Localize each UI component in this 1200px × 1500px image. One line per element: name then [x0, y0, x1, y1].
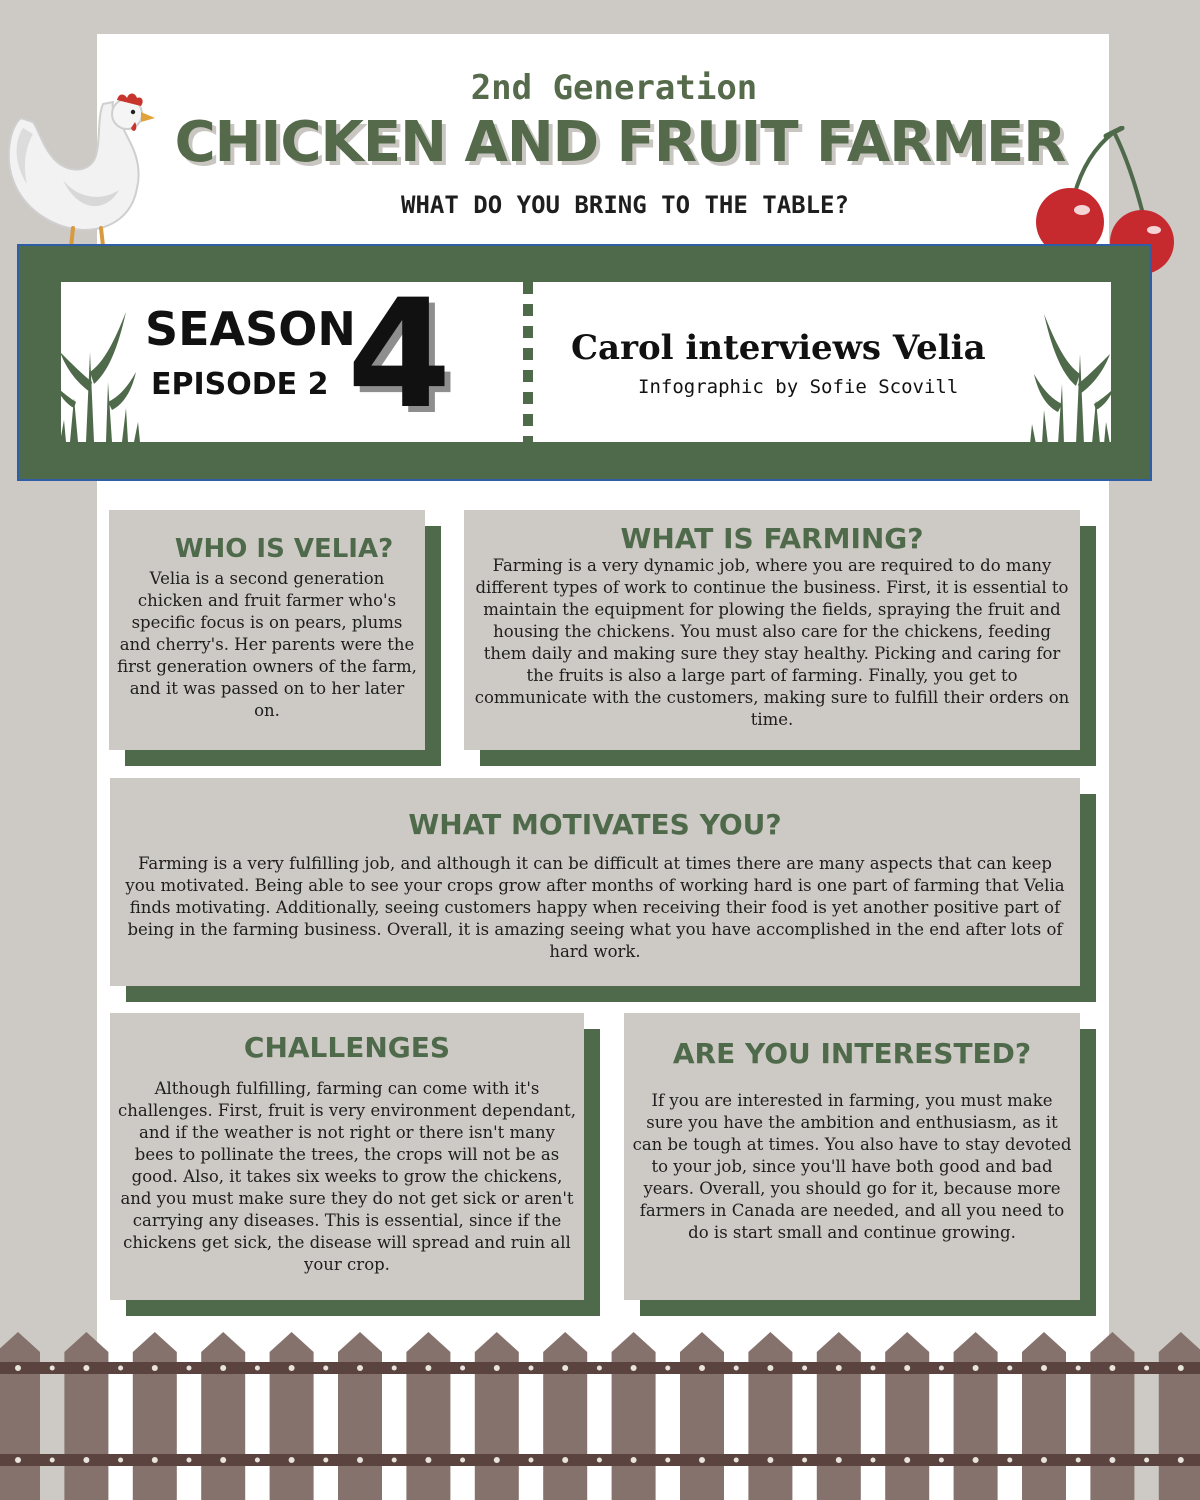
fence-picket: [543, 1332, 587, 1500]
fence-nail: [1144, 1366, 1149, 1371]
fence-nail: [118, 1458, 123, 1463]
fence-picket: [1090, 1332, 1134, 1500]
fence-nail: [425, 1457, 431, 1463]
grass-icon: [1024, 314, 1114, 444]
fence-picket: [201, 1332, 245, 1500]
fence-nail: [255, 1458, 260, 1463]
fence-nail: [665, 1458, 670, 1463]
episode-label: EPISODE 2: [151, 367, 329, 402]
fence-picket: [680, 1332, 724, 1500]
fence-nail: [802, 1458, 807, 1463]
fence-nail: [597, 1366, 602, 1371]
fence-nail: [836, 1457, 842, 1463]
fence-nail: [529, 1458, 534, 1463]
fence-picket: [64, 1332, 108, 1500]
fence-nail: [50, 1366, 55, 1371]
fence-nail: [83, 1457, 89, 1463]
fence-nail: [357, 1365, 363, 1371]
fence-nail: [939, 1458, 944, 1463]
fence-nail: [699, 1457, 705, 1463]
fence-nail: [904, 1457, 910, 1463]
fence-picket: [1159, 1332, 1200, 1500]
challenges-card: [110, 1013, 584, 1300]
fence-nail: [1007, 1366, 1012, 1371]
fence-nail: [1007, 1458, 1012, 1463]
fence-nail: [118, 1366, 123, 1371]
fence-nail: [1178, 1365, 1184, 1371]
fence-nail: [562, 1365, 568, 1371]
fence-icon: [0, 1332, 1200, 1500]
fence-nail: [973, 1457, 979, 1463]
page-title: CHICKEN AND FRUIT FARMER: [174, 110, 1066, 175]
who-heading: WHO IS VELIA?: [174, 534, 394, 564]
fence-nail: [323, 1366, 328, 1371]
fence-nail: [836, 1365, 842, 1371]
fence-nail: [1178, 1457, 1184, 1463]
fence-nail: [871, 1366, 876, 1371]
fence-nail: [494, 1365, 500, 1371]
fence-picket: [885, 1332, 929, 1500]
fence-nail: [871, 1458, 876, 1463]
fence-picket: [817, 1332, 861, 1500]
motivates-heading: WHAT MOTIVATES YOU?: [408, 808, 782, 841]
episode-banner: [17, 244, 1152, 481]
fence-nail: [1144, 1458, 1149, 1463]
fence-picket: [748, 1332, 792, 1500]
fence-nail: [460, 1458, 465, 1463]
fence-nail: [15, 1457, 21, 1463]
farming-body: Farming is a very dynamic job, where you are required to do many different types of work to continue the business. First, it is essential to maintain the equipment for plowing the fields, spraying the fruit and housing the chickens. You must also care for the chickens, feeding them daily and making sure they stay healthy. Picking and caring for the fruits is also a large part of farming. Finally, you get to communicate with the customers, making sure to fulfill their orders on time.: [474, 556, 1070, 729]
fence-nail: [83, 1365, 89, 1371]
season-label: SEASON: [145, 302, 356, 356]
fence-nail: [323, 1458, 328, 1463]
who-body: Velia is a second generation chicken and fruit farmer who's specific focus is on pears, plums and cherry's. Her parents were the first generation owners of the farm, and it was passed on to her later on.: [117, 569, 417, 720]
fence-picket: [954, 1332, 998, 1500]
banner-divider: [523, 282, 533, 442]
fence-nail: [255, 1366, 260, 1371]
fence-nail: [1041, 1457, 1047, 1463]
fence-nail: [562, 1457, 568, 1463]
challenges-heading: CHALLENGES: [243, 1031, 451, 1064]
fence-nail: [460, 1366, 465, 1371]
fence-nail: [425, 1365, 431, 1371]
fence-nail: [289, 1457, 295, 1463]
interested-body: If you are interested in farming, you must make sure you have the ambition and enthusiasm, as it can be tough at times. You also have to stay devoted to your job, since you'll have both good and bad years. Overall, you should go for it, because more farmers in Canada are needed, and all you need to do is start small and continue growing.: [632, 1091, 1072, 1242]
fence-nail: [152, 1457, 158, 1463]
fence-nail: [699, 1365, 705, 1371]
fence-nail: [494, 1457, 500, 1463]
fence-picket: [475, 1332, 519, 1500]
fence-nail: [1109, 1457, 1115, 1463]
fence-picket: [133, 1332, 177, 1500]
fence-nail: [631, 1365, 637, 1371]
header-tagline: WHAT DO YOU BRING TO THE TABLE?: [401, 191, 849, 219]
header-subtitle: 2nd Generation: [470, 68, 758, 108]
fence-nail: [1109, 1365, 1115, 1371]
interested-card: [624, 1013, 1080, 1300]
fence-nail: [15, 1365, 21, 1371]
fence-nail: [665, 1366, 670, 1371]
fence-nail: [904, 1365, 910, 1371]
fence-picket: [612, 1332, 656, 1500]
fence-nail: [220, 1365, 226, 1371]
fence-nail: [357, 1457, 363, 1463]
motivates-card: [110, 778, 1080, 986]
fence-nail: [1076, 1366, 1081, 1371]
fence-nail: [631, 1457, 637, 1463]
fence-picket: [0, 1332, 40, 1500]
challenges-body: Although fulfilling, farming can come with it's challenges. First, fruit is very environment dependant, and if the weather is not right or there isn't many bees to pollinate the trees, the crops will not be as good. Also, it takes six weeks to grow the chickens, and you must make sure they do not get sick or aren't carrying any diseases. This is essential, since if the chickens get sick, the disease will spread and ruin all your crop.: [118, 1079, 576, 1274]
season-number: 4: [347, 268, 452, 442]
fence-nail: [802, 1366, 807, 1371]
fence-nail: [767, 1365, 773, 1371]
fence-nail: [187, 1458, 192, 1463]
fence-nail: [529, 1366, 534, 1371]
fence-nail: [734, 1366, 739, 1371]
who-card: [109, 510, 425, 750]
fence-nail: [220, 1457, 226, 1463]
motivates-body: Farming is a very fulfilling job, and although it can be difficult at times there are many aspects that can keep you motivated. Being able to see your crops grow after months of working hard is one part of farming that Velia finds motivating. Additionally, seeing customers happy when receiving their food is yet another positive part of being in the farming business. Overall, it is amazing seeing what you have accomplished in the end after lots of hard work.: [125, 854, 1065, 961]
farming-card: [464, 510, 1080, 750]
fence-picket: [406, 1332, 450, 1500]
fence-picket: [270, 1332, 314, 1500]
banner-panel: [61, 268, 1111, 442]
fence-nail: [597, 1458, 602, 1463]
fence-nail: [50, 1458, 55, 1463]
fence-picket: [338, 1332, 382, 1500]
fence-nail: [973, 1365, 979, 1371]
fence-nail: [939, 1366, 944, 1371]
fence-nail: [1076, 1458, 1081, 1463]
fence-nail: [1041, 1365, 1047, 1371]
fence-nail: [767, 1457, 773, 1463]
infographic-credit: Infographic by Sofie Scovill: [638, 376, 959, 398]
interested-heading: ARE YOU INTERESTED?: [672, 1037, 1032, 1070]
fence-nail: [289, 1365, 295, 1371]
farming-heading: WHAT IS FARMING?: [620, 522, 924, 555]
fence-nail: [392, 1366, 397, 1371]
interview-title: Carol interviews Velia: [571, 328, 986, 368]
chicken-icon: [3, 88, 163, 260]
fence-nail: [734, 1458, 739, 1463]
fence-picket: [1022, 1332, 1066, 1500]
fence-nail: [392, 1458, 397, 1463]
grass-icon: [56, 312, 146, 442]
fence-nail: [187, 1366, 192, 1371]
fence-nail: [152, 1365, 158, 1371]
